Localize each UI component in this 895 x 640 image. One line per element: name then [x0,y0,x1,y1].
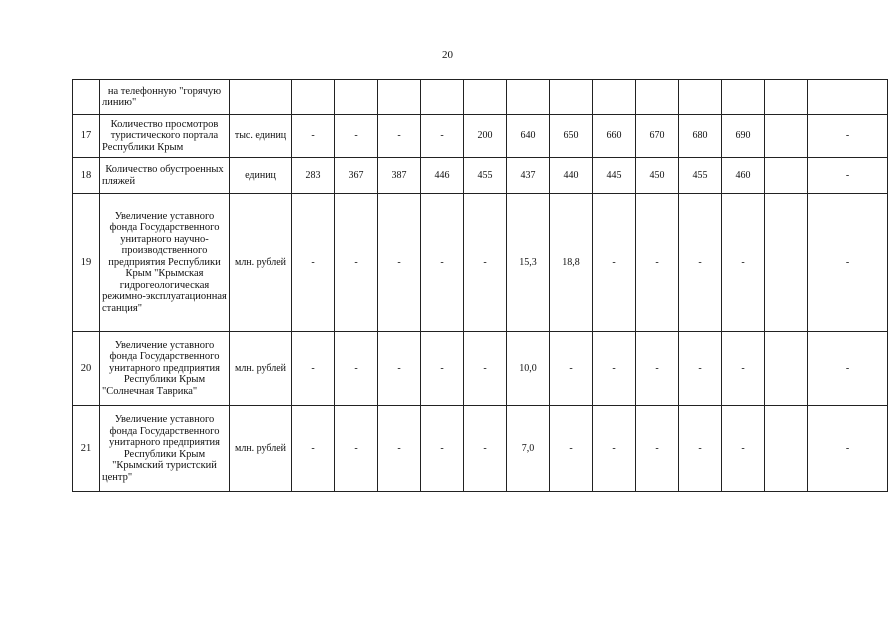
value-cell: 640 [507,115,550,158]
value-cell: 10,0 [507,332,550,406]
value-cell: - [464,406,507,492]
value-cell: - [335,332,378,406]
value-cell: - [292,194,335,332]
value-cell: 7,0 [507,406,550,492]
value-cell: - [335,115,378,158]
value-cell: 460 [722,158,765,194]
row-number: 20 [73,332,100,406]
value-cell: - [421,194,464,332]
page-number: 20 [442,49,453,61]
value-cell: - [593,194,636,332]
value-cell [765,406,808,492]
value-cell: 18,8 [550,194,593,332]
value-cell: 367 [335,158,378,194]
value-cell: 680 [679,115,722,158]
value-cell: - [722,332,765,406]
value-cell [808,80,888,115]
value-cell [421,80,464,115]
indicator-name: на телефонную "горячую линию" [100,80,230,115]
value-cell: - [722,406,765,492]
value-cell [765,115,808,158]
value-cell: - [808,115,888,158]
value-cell: - [679,406,722,492]
value-cell [765,194,808,332]
indicator-name: Увеличение уставного фонда Государственного унитарного научно-производственного предприятия Республики Крым "Крымская гидрогеологическая режимно-эксплуатационная станция" [100,194,230,332]
value-cell: 670 [636,115,679,158]
unit-of-measure: тыс. единиц [230,115,292,158]
value-cell: - [593,406,636,492]
value-cell: 650 [550,115,593,158]
unit-of-measure: единиц [230,158,292,194]
value-cell: 283 [292,158,335,194]
table-row [73,194,888,332]
indicator-name: Увеличение уставного фонда Государственного унитарного предприятия Республики Крым "Солнечная Таврика" [100,332,230,406]
table-row [73,158,888,194]
value-cell: 387 [378,158,421,194]
value-cell [335,80,378,115]
value-cell: - [292,115,335,158]
value-cell: - [378,406,421,492]
value-cell: 437 [507,158,550,194]
value-cell [464,80,507,115]
row-number: 21 [73,406,100,492]
row-number: 19 [73,194,100,332]
indicators-table [72,79,888,492]
value-cell: - [292,406,335,492]
unit-of-measure [230,80,292,115]
value-cell: 690 [722,115,765,158]
value-cell: - [464,332,507,406]
value-cell: - [464,194,507,332]
indicator-name: Количество просмотров туристического портала Республики Крым [100,115,230,158]
indicator-name: Увеличение уставного фонда Государственного унитарного предприятия Республики Крым "Крымский туристский центр" [100,406,230,492]
value-cell [636,80,679,115]
value-cell: - [808,406,888,492]
table-row [73,115,888,158]
unit-of-measure: млн. рублей [230,332,292,406]
value-cell: - [636,406,679,492]
table-row [73,80,888,115]
value-cell: - [421,332,464,406]
value-cell: - [808,332,888,406]
value-cell [292,80,335,115]
value-cell: 660 [593,115,636,158]
table-row [73,332,888,406]
value-cell: - [808,158,888,194]
value-cell: - [335,194,378,332]
row-number: 18 [73,158,100,194]
indicator-name: Количество обустроенных пляжей [100,158,230,194]
value-cell [765,332,808,406]
value-cell: 15,3 [507,194,550,332]
value-cell [765,158,808,194]
value-cell: 450 [636,158,679,194]
value-cell: - [378,115,421,158]
value-cell: - [292,332,335,406]
row-number [73,80,100,115]
value-cell: - [550,406,593,492]
value-cell [593,80,636,115]
value-cell [722,80,765,115]
value-cell [550,80,593,115]
value-cell: - [378,332,421,406]
value-cell: - [808,194,888,332]
value-cell: 200 [464,115,507,158]
value-cell: - [636,332,679,406]
table-row [73,406,888,492]
value-cell: - [679,332,722,406]
value-cell: 455 [679,158,722,194]
value-cell: 455 [464,158,507,194]
value-cell: - [421,115,464,158]
value-cell [378,80,421,115]
value-cell [507,80,550,115]
table-body [73,80,888,492]
value-cell [679,80,722,115]
value-cell: - [636,194,679,332]
value-cell: - [593,332,636,406]
value-cell: - [421,406,464,492]
value-cell [765,80,808,115]
value-cell: - [335,406,378,492]
row-number: 17 [73,115,100,158]
value-cell: - [679,194,722,332]
value-cell: 446 [421,158,464,194]
unit-of-measure: млн. рублей [230,406,292,492]
value-cell: - [550,332,593,406]
unit-of-measure: млн. рублей [230,194,292,332]
value-cell: 445 [593,158,636,194]
value-cell: - [378,194,421,332]
value-cell: 440 [550,158,593,194]
value-cell: - [722,194,765,332]
